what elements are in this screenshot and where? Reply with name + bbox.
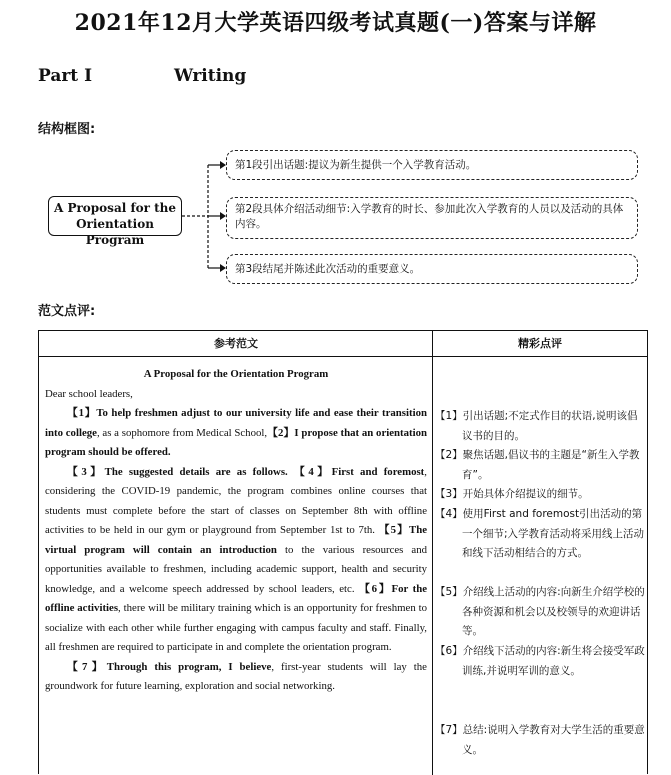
- diagram-paragraph-3: 第3段结尾并陈述此次活动的重要意义。: [226, 254, 638, 284]
- part-number: Ⅰ: [84, 66, 93, 86]
- comment-1: 【1】引出话题;不定式作目的状语,说明该倡议书的目的。: [435, 410, 638, 442]
- marker-4: 【4】: [293, 465, 332, 478]
- comment-3: 【3】开始具体介绍提议的细节。: [435, 488, 589, 500]
- page-title: 2021年12月大学英语四级考试真题(一)答案与详解: [74, 10, 597, 36]
- structure-heading: 结构框图:: [38, 122, 96, 137]
- sentence-5-bold: The virtual program will contain an introduction: [45, 524, 427, 556]
- part-heading: [38, 66, 247, 86]
- essay-paragraph-2: [45, 463, 427, 658]
- marker-7: 【7】: [67, 660, 107, 673]
- sentence-4-rest: , considering the COVID-19 pandemic, the program combines online courses that students must complete before the start of classes on September 8th with offline activities to be held in our gym or playground from September 1st to 7th.: [45, 465, 427, 536]
- sentence-1-bold: To help freshmen adjust to our university life and ease their transition into college: [45, 407, 427, 439]
- marker-6: 【6】: [359, 582, 392, 595]
- comment-6: 【6】介绍线下活动的内容:新生将会接受军政训练,并说明军训的意义。: [435, 645, 645, 677]
- sentence-6-bold: For the offline activities: [45, 582, 427, 614]
- sentence-2-bold: I propose that an orientation program should be offered.: [45, 426, 428, 458]
- model-essay: [45, 365, 427, 697]
- sentence-7-rest: , first-year students will lay the groundwork for future learning, exploration and social networking.: [45, 660, 427, 692]
- comment-5: 【5】介绍线上活动的内容:向新生介绍学校的各种资源和机会以及校领导的欢迎讲话等。: [435, 586, 645, 637]
- main-label-line2: Orientation Program: [76, 217, 154, 247]
- marker-2: 【2】: [267, 426, 295, 439]
- marker-3: 【3】: [67, 465, 105, 478]
- sentence-4-bold: First and foremost: [331, 465, 425, 478]
- comment-4: 【4】使用First and foremost引出活动的第一个细节;入学教育活动将采用线上活动和线下活动相结合的方式。: [435, 508, 645, 559]
- review-heading: 范文点评:: [38, 304, 96, 319]
- marker-1: 【1】: [67, 407, 97, 419]
- diagram-paragraph-1: 第1段引出话题:提议为新生提供一个入学教育活动。: [226, 150, 638, 180]
- diagram-connector: [182, 150, 228, 280]
- marker-5: 【5】: [378, 524, 409, 536]
- comment-7: 【7】总结:说明入学教育对大学生活的重要意义。: [435, 724, 645, 756]
- section-name: Writing: [174, 66, 247, 86]
- sentence-1-rest: , as a sophomore from Medical School,: [96, 426, 268, 439]
- part-label: Part: [38, 66, 79, 86]
- essay-greeting: Dear school leaders,: [45, 387, 133, 400]
- essay-table: [38, 330, 648, 774]
- diagram-paragraph-2: 第2段具体介绍活动细节:入学教育的时长、参加此次入学教育的人员以及活动的具体内容。: [226, 197, 638, 239]
- diagram-main-box: [48, 196, 182, 247]
- essay-paragraph-3: [45, 658, 427, 697]
- col-header-comment: 精彩点评: [433, 331, 647, 357]
- main-label-line1: A Proposal for the: [53, 201, 177, 215]
- sentence-7-bold: Through this program, I believe: [106, 660, 272, 673]
- comment-2: 【2】聚焦话题,倡议书的主题是“新生入学教育”。: [435, 449, 640, 481]
- essay-title: A Proposal for the Orientation Program: [143, 368, 329, 380]
- sentence-3-bold: The suggested details are as follows.: [104, 465, 288, 478]
- sentence-5-rest: to the various resources and opportunities available to freshmen, including academic support, health and security knowledge, and a welcome speech addressed by school leaders, etc.: [45, 543, 428, 595]
- essay-paragraph-1: [45, 404, 427, 463]
- col-header-essay: 参考范文: [39, 331, 433, 357]
- sentence-6-rest: , there will be military training which is an opportunity for freshmen to socialize with each other while further engaging with campus faculty and staff. Finally, all freshmen are required to participate in and complete the orientation program.: [45, 602, 427, 653]
- column-divider: [432, 331, 433, 775]
